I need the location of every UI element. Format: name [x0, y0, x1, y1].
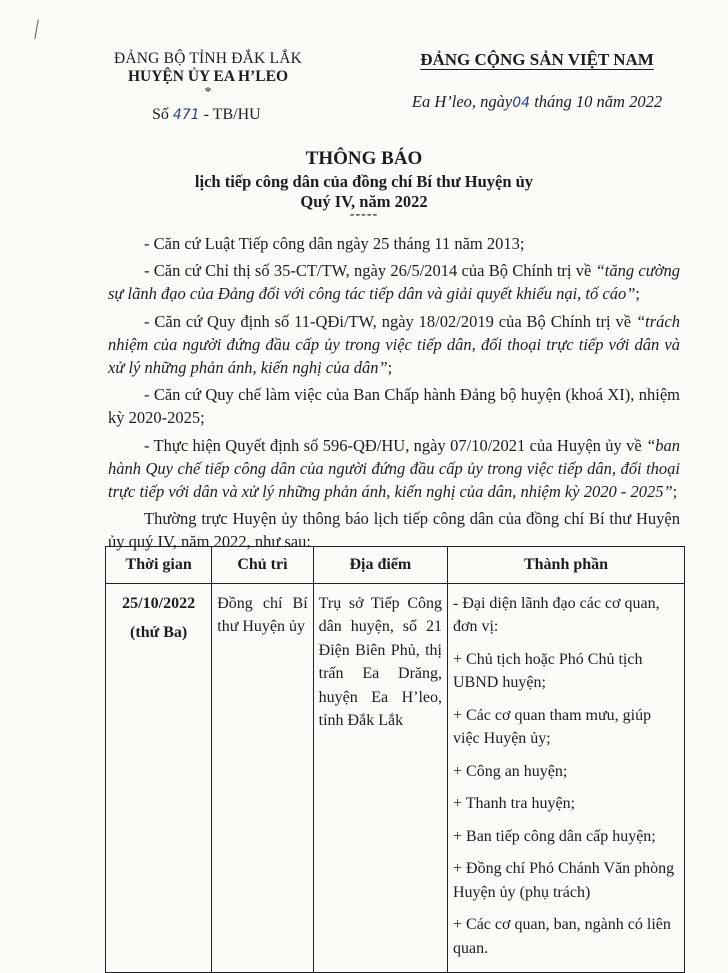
participant-item: + Các cơ quan tham mưu, giúp việc Huyện ủy; — [453, 706, 652, 747]
issuer-block — [92, 50, 324, 124]
header-time: Thời gian — [106, 547, 212, 584]
party-name: ĐẢNG CỘNG SẢN VIỆT NAM — [420, 50, 654, 69]
party-committee-province: ĐẢNG BỘ TỈNH ĐẮK LẮK — [114, 50, 302, 67]
star-divider: * — [204, 85, 212, 100]
date-prefix: Ea H’leo, ngày — [411, 92, 513, 111]
handwritten-day: 04 — [512, 95, 531, 111]
document-body — [108, 232, 680, 558]
cell-location: Trụ sở Tiếp Công dân huyện, số 21 Điện Biên Phủ, thị trấn Ea Drăng, huyện Ea H’leo, tỉnh Đắk Lắk — [313, 583, 447, 973]
participant-item: + Ban tiếp công dân cấp huyện; — [453, 827, 656, 845]
date-suffix: tháng 10 năm 2022 — [534, 92, 663, 111]
handwritten-number: 471 — [172, 107, 200, 123]
cell-participants — [448, 583, 685, 973]
table-header-row — [106, 547, 685, 584]
document-subtitle: lịch tiếp công dân của đồng chí Bí thư Huyện ủy — [194, 172, 534, 191]
participant-item: + Các cơ quan, ban, ngành có liên quan. — [453, 916, 671, 957]
participant-item: + Đồng chí Phó Chánh Văn phòng Huyện ủy (phụ trách) — [453, 860, 675, 901]
schedule-weekday: (thứ Ba) — [130, 624, 188, 641]
cell-host: Đồng chí Bí thư Huyện ủy — [212, 583, 313, 973]
header-location: Địa điểm — [313, 547, 447, 584]
basis-law: - Căn cứ Luật Tiếp công dân ngày 25 tháng 11 năm 2013; — [144, 234, 525, 253]
scan-mark — [34, 19, 46, 40]
participant-item: + Chủ tịch hoặc Phó Chủ tịch UBND huyện; — [453, 650, 643, 691]
participant-item: + Công an huyện; — [453, 762, 568, 780]
participant-item: - Đại diện lãnh đạo các cơ quan, đơn vị: — [453, 594, 660, 635]
table-row — [106, 583, 685, 973]
document-title: THÔNG BÁO — [305, 148, 423, 169]
basis-decision: - Thực hiện Quyết định số 596-QĐ/HU, ngày 07/10/2021 của Huyện ủy về “ban hành Quy chế tiếp công dân của người đứng đầu cấp ủy trong việc tiếp dân, đối thoại trực tiếp với dân và xử lý những phản ánh, kiến nghị của dân, nhiệm kỳ 2020 - 2025”; — [108, 435, 680, 502]
participant-item: + Thanh tra huyện; — [453, 795, 576, 812]
place-date — [392, 92, 682, 112]
title-separator: ----- — [349, 207, 379, 222]
document-period: Quý IV, năm 2022 — [300, 192, 428, 211]
basis-directive: - Căn cứ Chỉ thị số 35-CT/TW, ngày 26/5/2014 của Bộ Chính trị về “tăng cường sự lãnh đạo của Đảng đối với công tác tiếp dân và giải quyết khiếu nại, tố cáo”; — [108, 261, 680, 304]
document-number — [92, 106, 324, 124]
number-prefix: Số — [152, 106, 169, 123]
national-block — [392, 50, 682, 112]
announcement-intro: Thường trực Huyện ủy thông báo lịch tiếp công dân của đồng chí Bí thư Huyện ủy quý IV, năm 2022, như sau: — [108, 509, 680, 552]
header-participants: Thành phần — [448, 547, 685, 584]
basis-working-rules: - Căn cứ Quy chế làm việc của Ban Chấp hành Đảng bộ huyện (khoá XI), nhiệm kỳ 2020-2025; — [108, 385, 680, 428]
party-committee-district: HUYỆN ỦY EA H’LEO — [127, 68, 289, 85]
schedule-table — [105, 546, 685, 973]
number-suffix: - TB/HU — [203, 106, 261, 123]
cell-time — [106, 583, 212, 973]
schedule-date: 25/10/2022 — [122, 594, 196, 612]
basis-regulation: - Căn cứ Quy định số 11-QĐi/TW, ngày 18/02/2019 của Bộ Chính trị về “trách nhiệm của người đứng đầu cấp ủy trong việc tiếp dân, đối thoại trực tiếp với dân và xử lý những phản ánh, kiến nghị của dân”; — [108, 311, 680, 378]
header-host: Chủ trì — [212, 547, 313, 584]
